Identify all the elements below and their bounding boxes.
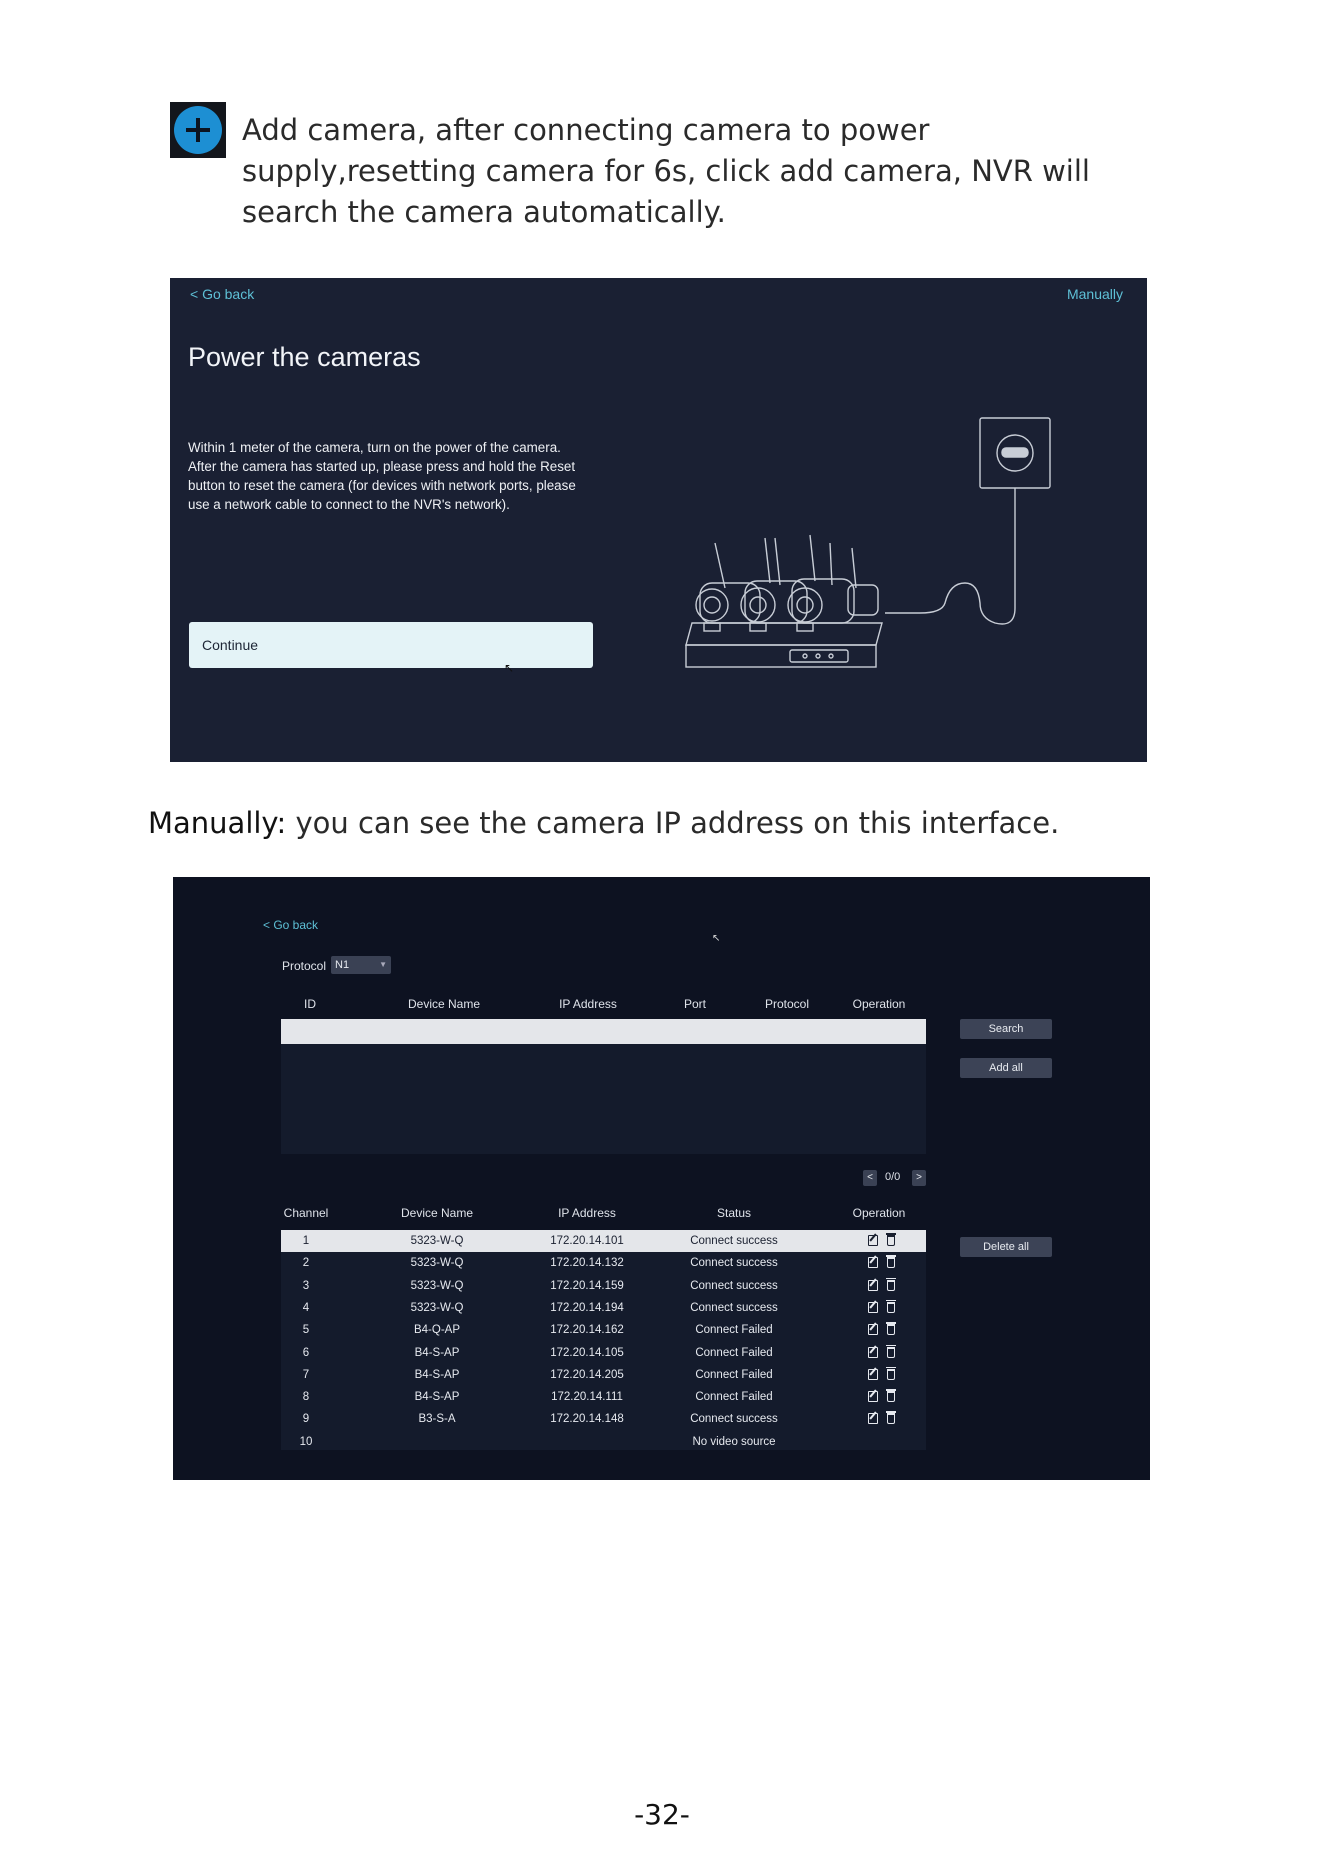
channel-cell-name: 5323-W-Q	[410, 1279, 464, 1292]
prev-page-button[interactable]: <	[863, 1170, 877, 1186]
channel-cell-name: 5323-W-Q	[410, 1235, 464, 1247]
channel-cell-channel: 5	[302, 1324, 310, 1337]
edit-icon[interactable]	[868, 1391, 878, 1402]
trash-icon[interactable]	[887, 1324, 895, 1335]
channel-cell-ip: 172.20.14.159	[550, 1279, 624, 1292]
search-header-operation: Operation	[852, 997, 906, 1011]
channel-header-device-name: Device Name	[400, 1206, 474, 1220]
edit-icon[interactable]	[868, 1413, 878, 1424]
go-back-link[interactable]: < Go back	[263, 918, 319, 932]
continue-button[interactable]: Continue	[189, 622, 593, 668]
manually-caption	[148, 806, 1059, 840]
edit-icon[interactable]	[868, 1280, 878, 1291]
next-page-button[interactable]: >	[912, 1170, 926, 1186]
edit-icon[interactable]	[868, 1324, 878, 1335]
channel-cell-channel: 6	[302, 1346, 310, 1359]
channel-cell-channel: 3	[302, 1279, 310, 1292]
chevron-down-icon: ▼	[379, 960, 387, 969]
edit-icon[interactable]	[868, 1302, 878, 1313]
edit-icon[interactable]	[868, 1257, 878, 1268]
power-cameras-screenshot	[170, 278, 1147, 762]
channel-cell-status: Connect success	[690, 1301, 778, 1314]
channel-cell-status: Connect success	[690, 1413, 778, 1426]
channel-header-status: Status	[716, 1206, 752, 1220]
channel-row[interactable]	[281, 1230, 926, 1252]
search-header-ip-address: IP Address	[559, 997, 617, 1011]
channel-cell-name: B4-S-AP	[414, 1346, 460, 1359]
channel-cell-name: B4-S-AP	[414, 1368, 460, 1381]
trash-icon[interactable]	[887, 1391, 895, 1402]
channel-row[interactable]	[281, 1319, 926, 1341]
channel-cell-name: 5323-W-Q	[410, 1301, 464, 1314]
channel-row[interactable]	[281, 1297, 926, 1319]
search-header-device-name: Device Name	[407, 997, 481, 1011]
channel-cell-ip: 172.20.14.105	[550, 1346, 624, 1359]
channel-cell-channel: 7	[302, 1368, 310, 1381]
manually-keyword: Manually:	[148, 806, 287, 840]
channel-row[interactable]	[281, 1408, 926, 1430]
mouse-cursor-icon: ↖	[712, 933, 721, 944]
add-camera-icon	[170, 102, 226, 158]
intro-text: Add camera, after connecting camera to power supply,resetting camera for 6s, click add camera, NVR will search the camera automatically.	[242, 113, 1090, 229]
trash-icon[interactable]	[887, 1302, 895, 1313]
channel-cell-channel: 1	[302, 1235, 310, 1247]
protocol-value: N1	[335, 959, 350, 971]
channel-cell-status: Connect success	[690, 1235, 778, 1247]
search-header-id: ID	[304, 997, 316, 1011]
channel-cell-status: Connect Failed	[695, 1324, 773, 1337]
trash-icon[interactable]	[887, 1235, 895, 1246]
edit-icon[interactable]	[868, 1235, 878, 1246]
channel-cell-name: B3-S-A	[418, 1413, 456, 1426]
trash-icon[interactable]	[887, 1413, 895, 1424]
channel-cell-channel: 10	[299, 1435, 313, 1448]
trash-icon[interactable]	[887, 1280, 895, 1291]
channel-cell-status: Connect Failed	[695, 1391, 773, 1404]
instructions-text: Within 1 meter of the camera, turn on the power of the camera. After the camera has started up, please press and hold the Reset button to reset the camera (for devices with network ports, please use a network cable to connect to the NVR's network).	[188, 440, 576, 512]
page-number: -32-	[634, 1798, 690, 1831]
search-results-selected-row[interactable]	[281, 1019, 926, 1044]
search-header-protocol: Protocol	[764, 997, 810, 1011]
edit-icon[interactable]	[868, 1347, 878, 1358]
screen-title: Power the cameras	[188, 342, 421, 372]
delete-all-button[interactable]: Delete all	[960, 1237, 1052, 1257]
channel-cell-status: Connect Failed	[695, 1346, 773, 1359]
nvr-cameras-power-illustration	[680, 413, 1080, 683]
manually-link[interactable]: Manually	[1066, 286, 1123, 302]
trash-icon[interactable]	[887, 1257, 895, 1268]
channel-header-operation: Operation	[852, 1206, 906, 1220]
channel-cell-status: Connect Failed	[695, 1368, 773, 1381]
channel-cell-ip: 172.20.14.162	[550, 1324, 624, 1337]
channel-cell-ip: 172.20.14.101	[550, 1235, 624, 1247]
edit-icon[interactable]	[868, 1369, 878, 1380]
trash-icon[interactable]	[887, 1347, 895, 1358]
search-results-list	[281, 1044, 926, 1154]
channel-cell-channel: 2	[302, 1257, 310, 1270]
search-button[interactable]: Search	[960, 1019, 1052, 1039]
channel-cell-ip: 172.20.14.194	[550, 1301, 624, 1314]
channel-row[interactable]	[281, 1252, 926, 1274]
mouse-cursor-icon: ↖	[504, 661, 515, 675]
channel-cell-status: Connect success	[690, 1257, 778, 1270]
channel-row[interactable]	[281, 1386, 926, 1408]
channel-cell-name: B4-S-AP	[414, 1391, 460, 1404]
manually-caption-text: you can see the camera IP address on this interface.	[286, 806, 1060, 840]
channel-cell-status: Connect success	[690, 1279, 778, 1292]
channel-cell-ip: 172.20.14.132	[550, 1257, 624, 1270]
channel-table	[281, 1230, 926, 1450]
channel-row[interactable]	[281, 1342, 926, 1364]
channel-cell-ip: 172.20.14.205	[550, 1368, 624, 1381]
channel-header-ip-address: IP Address	[558, 1206, 616, 1220]
manual-add-screenshot	[173, 877, 1150, 1480]
channel-row[interactable]	[281, 1431, 926, 1453]
protocol-label: Protocol	[282, 959, 327, 973]
channel-cell-name: 5323-W-Q	[410, 1257, 464, 1270]
channel-cell-status: No video source	[692, 1435, 776, 1448]
channel-cell-channel: 8	[302, 1391, 310, 1404]
add-all-button[interactable]: Add all	[960, 1058, 1052, 1078]
channel-header-channel: Channel	[283, 1206, 329, 1220]
channel-cell-channel: 4	[302, 1301, 310, 1314]
channel-cell-name: B4-Q-AP	[413, 1324, 461, 1337]
channel-cell-ip: 172.20.14.148	[550, 1413, 624, 1426]
channel-row[interactable]	[281, 1275, 926, 1297]
trash-icon[interactable]	[887, 1369, 895, 1380]
search-header-port: Port	[683, 997, 707, 1011]
go-back-link[interactable]: < Go back	[190, 286, 255, 302]
protocol-select[interactable]	[331, 956, 391, 974]
page-indicator: 0/0	[885, 1171, 901, 1183]
channel-cell-ip: 172.20.14.111	[551, 1391, 623, 1404]
channel-row[interactable]	[281, 1364, 926, 1386]
channel-cell-channel: 9	[302, 1413, 310, 1426]
